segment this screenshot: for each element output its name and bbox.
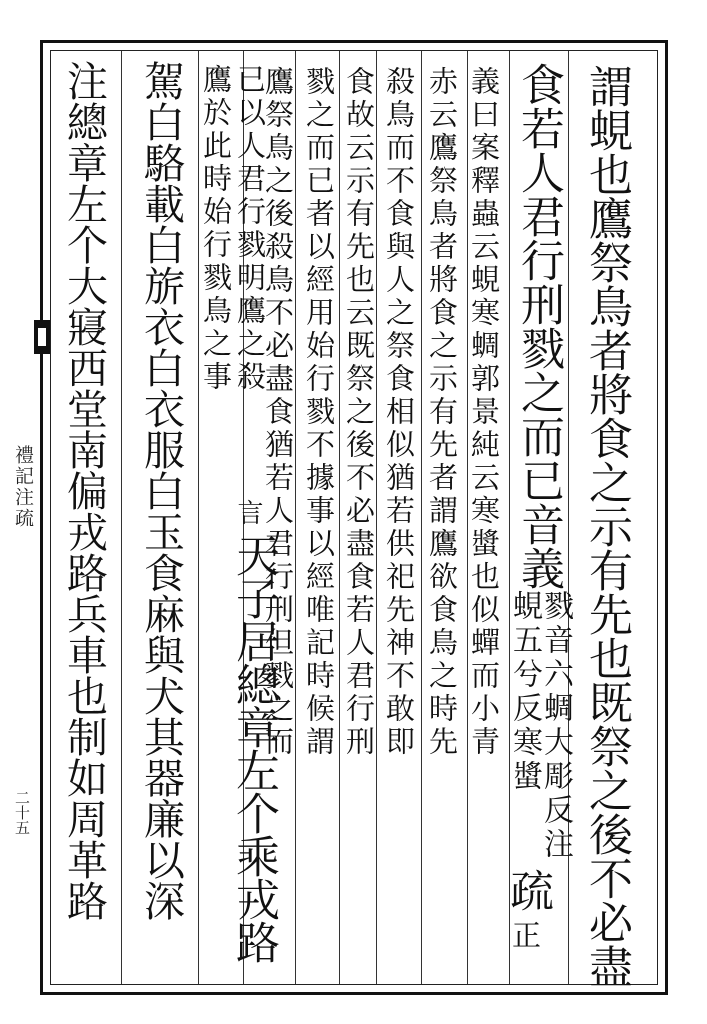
margin-page-number: 二十五 — [13, 790, 31, 835]
text-column-3: 義曰案釋蟲云蜆寒蜩郭景純云寒螿也似蟬而小青 — [467, 66, 501, 759]
text-column-2-main: 食若人君行刑戮之而已音義 — [513, 62, 564, 590]
text-column-9-tail: 言 — [233, 499, 263, 529]
text-column-4: 赤云鷹祭鳥者將食之示有先者謂鷹欲食鳥之時先 — [425, 66, 459, 759]
text-column-6: 食故云示有先也云既祭之後不必盡食若人君行刑 — [342, 66, 376, 759]
text-column-10: 鷹於此時始行戮鳥之事 — [199, 64, 233, 394]
text-column-12: 注總章左个大寢西堂南偏戎路兵車也制如周革路 — [60, 60, 108, 921]
column-rule — [295, 51, 296, 984]
column-rule — [121, 51, 122, 984]
column-rule — [509, 51, 510, 984]
text-column-5: 殺鳥而不食與人之祭食相似猶若供祀先神不敢即 — [382, 66, 416, 759]
column-rule — [421, 51, 422, 984]
column-rule — [339, 51, 340, 984]
column-rule — [376, 51, 377, 984]
text-column-2-shu: 疏 — [502, 868, 553, 912]
text-column-11: 駕白駱載白旂衣白衣服白玉食麻與犬其器廉以深 — [137, 60, 185, 921]
text-column-2-zheng: 正 — [508, 920, 542, 953]
text-column-7: 戮之而已者以經用始行戮不據事以經唯記時候謂 — [302, 66, 336, 759]
text-column-2-note-left: 蜆五兮反寒螿 — [507, 590, 542, 794]
text-column-10-main: 天子居總章左个乘戎路 — [228, 533, 279, 963]
text-column-9: 已以人君行戮明鷹之殺 — [233, 64, 267, 394]
text-column-2-note-right: 戮音六蜩大彫反注 — [538, 590, 573, 862]
text-column-1: 謂蜆也鷹祭鳥者將食之示有先也既祭之後不必盡 — [581, 64, 632, 988]
text-column-8: 鷹祭鳥之後殺鳥不必盡食猶若人君行刑但戮之而 — [261, 66, 295, 759]
margin-title: 禮記注疏 — [12, 445, 34, 529]
fishtail-mark — [34, 320, 50, 354]
